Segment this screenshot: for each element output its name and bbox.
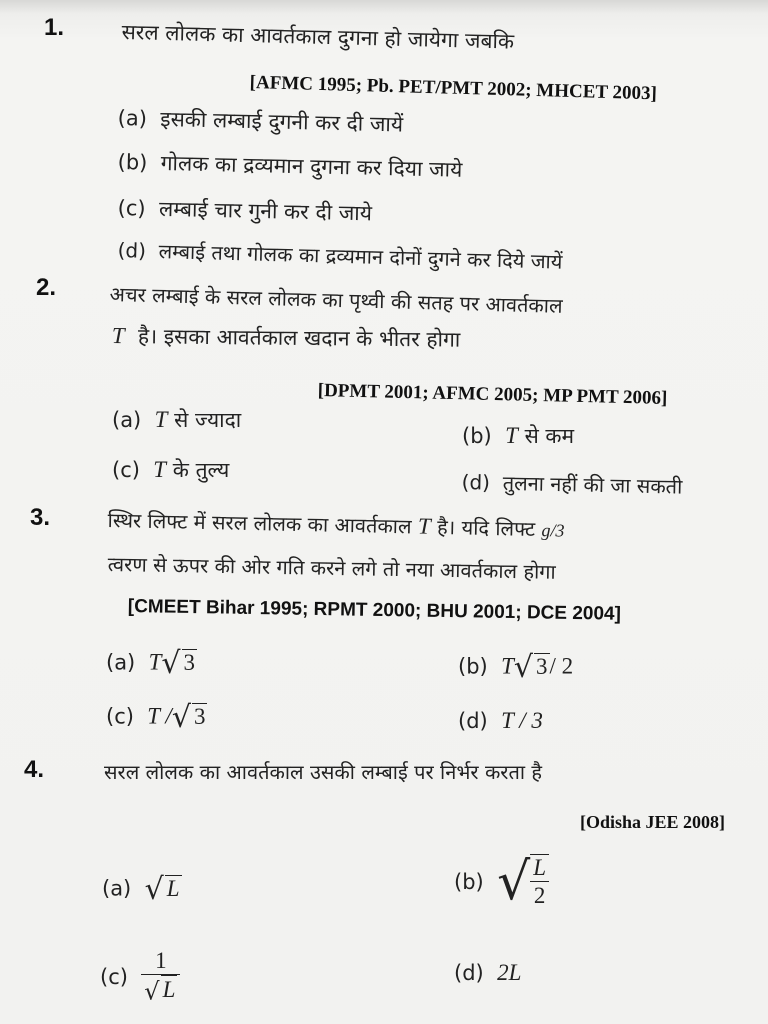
question-4-text: सरल लोलक का आवर्तकाल उसकी लम्बाई पर निर्भर करता है (104, 760, 543, 784)
question-1-option-b[interactable]: (b) गोलक का द्रव्यमान दुगना कर दिया जाये (117, 149, 463, 182)
question-4-option-d[interactable]: (d) 2L (454, 960, 522, 985)
radical-sign: √ (161, 646, 181, 681)
question-4-option-c[interactable]: (c) $\frac{1}{√ L}$ (100, 948, 180, 1006)
question-1-option-d[interactable]: (d) लम्बाई तथा गोलक का द्रव्यमान दोनों दुगने कर दिये जायें (117, 237, 563, 274)
question-1-source: [AFMC 1995; Pb. PET/PMT 2002; MHCET 2003] (249, 72, 658, 105)
radical-sign: √ (497, 852, 531, 912)
question-3-text-line-2: त्वरण से ऊपर की ओर गति करने लगे तो नया आवर्तकाल होगा (107, 551, 556, 584)
question-2-option-d[interactable]: (d) तुलना नहीं की जा सकती (461, 469, 683, 499)
fraction: $\frac{1}{√ L}$ (141, 948, 180, 1006)
question-3-source: [CMEET Bihar 1995; RPMT 2000; BHU 2001; DCE 2004] (127, 596, 622, 625)
radical-sign: √ (513, 650, 533, 685)
question-3-option-a[interactable]: (a) T√ 3 (106, 646, 196, 681)
question-2-number: 2. (36, 274, 57, 301)
question-4-source: [Odisha JEE 2008] (580, 812, 726, 832)
question-4-option-a[interactable]: (a) √ L (102, 872, 180, 907)
question-2-source: [DPMT 2001; AFMC 2005; MP PMT 2006] (317, 380, 668, 409)
radical-sign: √ (171, 700, 191, 735)
question-1-option-c[interactable]: (c) लम्बाई चार गुनी कर दी जाये (117, 195, 373, 226)
question-3-option-c[interactable]: (c) T /√ 3 (106, 700, 206, 735)
question-1-option-a[interactable]: (a) इसकी लम्बाई दुगनी कर दी जायें (117, 105, 404, 137)
question-2-text-line-2: T है। इसका आवर्तकाल खदान के भीतर होगा (111, 322, 461, 352)
question-3-option-b[interactable]: (b) T√ 3/ 2 (458, 650, 574, 685)
question-2-option-a[interactable]: (a) T से ज्यादा (112, 407, 242, 432)
question-2-option-b[interactable]: (b) T से कम (462, 423, 575, 448)
radical-sign: √ (144, 977, 160, 1006)
question-2-option-c[interactable]: (c) T के तुल्य (112, 457, 230, 482)
question-4-number: 4. (24, 756, 45, 783)
fraction: $\frac{L}{2}$ (530, 854, 549, 910)
question-2-text-line-1: अचर लम्बाई के सरल लोलक का पृथ्वी की सतह पर आवर्तकाल (109, 281, 563, 318)
question-3-option-d[interactable]: (d) T / 3 (458, 708, 543, 733)
question-4-option-b[interactable]: (b) √ $\frac{L}{2}$ (454, 852, 549, 912)
question-3-text-line-1: स्थिर लिफ्ट में सरल लोलक का आवर्तकाल T है। यदि लिफ्ट g/3 (107, 507, 565, 541)
radical-sign: √ (144, 872, 164, 907)
question-1-text: सरल लोलक का आवर्तकाल दुगना हो जायेगा जबकि (121, 19, 515, 54)
question-1-number: 1. (44, 14, 65, 41)
question-3-number: 3. (30, 504, 51, 531)
